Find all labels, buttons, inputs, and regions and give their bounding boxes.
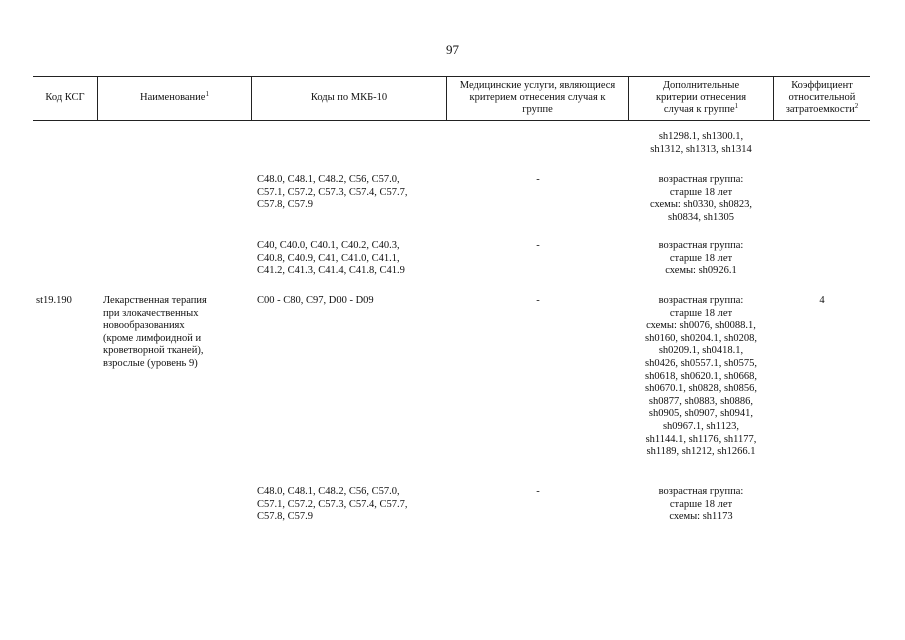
page-number: 97	[446, 42, 459, 57]
cell-services: -	[536, 295, 540, 306]
header-criteria	[629, 76, 773, 120]
cell-criteria: возрастная группа: старше 18 лет схемы: sh0926.1	[658, 240, 744, 277]
header-coef	[774, 76, 870, 120]
cell-services: -	[536, 174, 540, 185]
cell-coef: 4	[819, 295, 825, 306]
cell-name: Лекарственная терапия при злокачественных новообразованиях (кроме лимфоидной и кроветворной тканей), взрослые (уровень 9)	[103, 295, 207, 369]
cell-icd: C48.0, C48.1, C48.2, C56, C57.0, C57.1, C57.2, C57.3, C57.4, C57.7, C57.8, C57.9	[257, 486, 408, 523]
header-name-footnote: 1	[205, 90, 209, 98]
header-icd-codes	[252, 76, 446, 120]
cell-criteria: возрастная группа: старше 18 лет схемы: sh0330, sh0823, sh0834, sh1305	[650, 174, 752, 223]
cell-services: -	[536, 240, 540, 251]
header-criteria-label: Дополнительные критерии отнесения случая к группе	[655, 80, 747, 115]
header-name	[98, 76, 251, 120]
cell-criteria: sh1298.1, sh1300.1, sh1312, sh1313, sh1314	[650, 131, 752, 155]
header-coef-label: Коэффициент относительной затратоемкости	[785, 80, 856, 115]
header-icd-codes-label: Коды по МКБ-10	[310, 92, 388, 103]
cell-code: st19.190	[36, 295, 72, 306]
header-ksg-code-label: Код КСГ	[45, 92, 85, 103]
header-criteria-footnote: 1	[734, 102, 739, 110]
header-coef-footnote: 2	[854, 102, 859, 110]
header-name-label: Наименование	[140, 92, 206, 103]
header-services-label: Медицинские услуги, являющиеся критерием отнесения случая к группе	[459, 80, 616, 115]
cell-services: -	[536, 486, 540, 497]
cell-criteria: возрастная группа: старше 18 лет схемы: sh0076, sh0088.1, sh0160, sh0204.1, sh0208, sh0209.1, sh0418.1, sh0426, sh0557.1, sh0575, sh0618, sh0620.1, sh0668, sh0670.1, sh0828, sh0856, sh0877, sh0883, sh0886, sh0905, sh0907, sh0941, sh0967.1, sh1123, sh1144.1, sh1176, sh1177, sh1189, sh1212, sh1266.1	[644, 295, 757, 458]
header-ksg-code	[33, 76, 97, 120]
cell-icd: C00 - C80, C97, D00 - D09	[257, 295, 374, 306]
cell-icd: C40, C40.0, C40.1, C40.2, C40.3, C40.8, C40.9, C41, C41.0, C41.1, C41.2, C41.3, C41.4, C41.8, C41.9	[257, 240, 405, 277]
cell-criteria: возрастная группа: старше 18 лет схемы: sh1173	[658, 486, 744, 523]
header-bottom-rule	[33, 120, 870, 121]
header-services	[447, 76, 628, 120]
cell-icd: C48.0, C48.1, C48.2, C56, C57.0, C57.1, C57.2, C57.3, C57.4, C57.7, C57.8, C57.9	[257, 174, 408, 211]
